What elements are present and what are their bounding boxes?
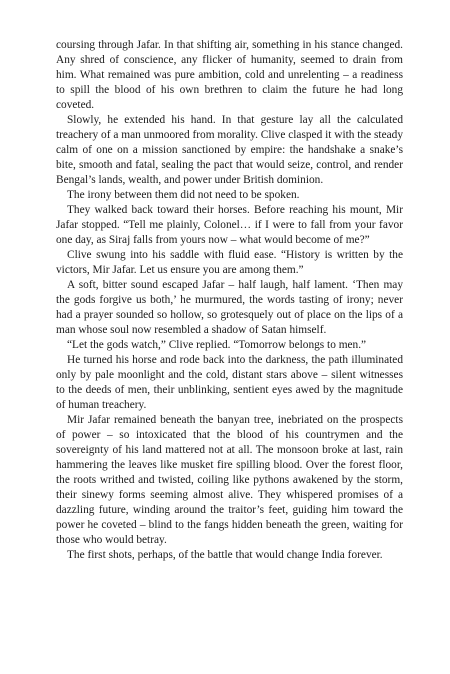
page-text-block xyxy=(56,38,403,563)
paragraph-4: They walked back toward their horses. Before reaching his mount, Mir Jafar stopped. “Tell me plainly, Colonel… if I were to fall from your favor one day, as Siraj falls from yours now – what would become of me?” xyxy=(56,204,403,246)
paragraph-3: The irony between them did not need to be spoken. xyxy=(67,189,300,201)
paragraph-1: coursing through Jafar. In that shifting air, something in his stance changed. Any shred of conscience, any flicker of humanity, seemed to drain from him. What remained was pure ambition, cold and unrelenting – a readiness to spill the blood of his own brethren to claim the future he had long coveted. xyxy=(56,39,403,111)
paragraph-5: Clive swung into his saddle with fluid ease. “History is written by the victors, Mir Jafar. Let us ensure you are among them.” xyxy=(56,249,403,276)
paragraph-10: The first shots, perhaps, of the battle that would change India forever. xyxy=(67,549,383,561)
paragraph-6: A soft, bitter sound escaped Jafar – half laugh, half lament. ‘Then may the gods forgive us both,’ he murmured, the words tasting of irony; never had a prayer sounded so hollow, so grotesquely out of place on the lips of a man whose soul now resembled a shadow of Satan himself. xyxy=(56,279,403,336)
paragraph-7: “Let the gods watch,” Clive replied. “Tomorrow belongs to men.” xyxy=(67,339,367,351)
paragraph-2: Slowly, he extended his hand. In that gesture lay all the calculated treachery of a man unmoored from morality. Clive clasped it with the steady calm of one on a mission sanctioned by empire: the handshake a snake’s bite, smooth and fatal, sealing the pact that would seize, control, and render Bengal’s lands, wealth, and power under British dominion. xyxy=(56,114,403,186)
paragraph-8: He turned his horse and rode back into the darkness, the path illuminated only by pale moonlight and the cold, distant stars above – silent witnesses to the deeds of men, their unblinking, sentient eyes awed by the magnitude of human treachery. xyxy=(56,354,403,411)
paragraph-9: Mir Jafar remained beneath the banyan tree, inebriated on the prospects of power – so intoxicated that the blood of his countrymen and the sovereignty of his land mattered not at all. The monsoon broke at last, rain hammering the leaves like musket fire spilling blood. Over the forest floor, the roots writhed and twisted, coiling like pythons awakened by the storm, their sinewy forms seeming almost alive. They whispered promises of a dazzling future, winding around the traitor’s feet, guiding him toward the power he coveted – blind to the fangs hidden beneath the green, waiting for those who would betray. xyxy=(56,414,403,546)
